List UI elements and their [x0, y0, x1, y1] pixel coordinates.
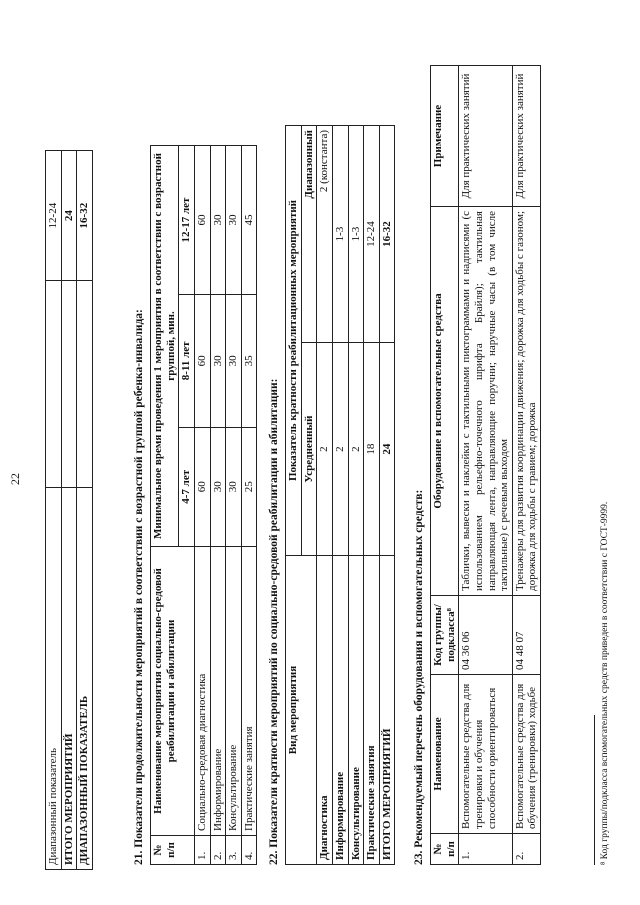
cell-value: 1-3 [332, 126, 348, 343]
header-indicator: Показатель кратности реабилитационных мероприятий [286, 126, 302, 556]
cell-equipment: Таблички, вывески и наклейки с тактильными пиктограммами и надписями (с использованием рельефно-точечного шрифта Брайля); тактильная направляющая лента, направляющие поручни; наручные часы (в том числе тактильные) с речевым выходом [459, 207, 513, 596]
header-age-4-7: 4-7 лет [179, 427, 195, 546]
cell-name: Диагностика [317, 556, 333, 865]
cell-note: Для практических занятий [459, 66, 513, 207]
table-row [194, 146, 210, 865]
footnote: ⁸ Код группы/подкласса вспомогательных средств приведен в соответствии с ГОСТ-9999. [600, 501, 610, 865]
cell-value: 60 [194, 295, 210, 428]
top-summary-table [45, 150, 93, 870]
cell-num: 1. [194, 836, 210, 865]
table-header-row [286, 126, 302, 865]
cell-value: 12-24 [364, 126, 380, 343]
footnote-divider [594, 715, 595, 865]
equipment-table [430, 65, 541, 865]
cell-num: 3. [226, 836, 242, 865]
cell-num: 4. [241, 836, 257, 865]
cell-num: 2. [512, 834, 540, 865]
table-row [77, 151, 93, 870]
cell-name: Практические занятия [364, 556, 380, 865]
header-equipment: Оборудование и вспомогательные средства [431, 207, 459, 596]
cell-value: 30 [210, 427, 226, 546]
header-name: Наименование [431, 675, 459, 834]
cell-value: 35 [241, 295, 257, 428]
cell-value: 18 [364, 343, 380, 556]
header-note: Примечание [431, 66, 459, 207]
row-label: ИТОГО МЕРОПРИЯТИЙ [61, 488, 77, 870]
cell-name: Информирование [210, 547, 226, 836]
section-23-title: 23. Рекомендуемый перечень оборудования и вспомогательных средств: [413, 489, 425, 865]
cell-value: 60 [194, 146, 210, 295]
table-row [459, 66, 513, 865]
cell-value: 45 [241, 146, 257, 295]
header-kind: Вид мероприятия [286, 556, 317, 865]
cell-value: 60 [194, 427, 210, 546]
cell-name: Консультирование [226, 547, 242, 836]
row-label: Диапазонный показатель [46, 488, 62, 870]
section-22-title: 22. Показатели кратности мероприятий по социально-средовой реабилитации и абилитации: [268, 378, 280, 865]
table-row [226, 146, 242, 865]
cell-value: 1-3 [348, 126, 364, 343]
cell-value: 30 [226, 295, 242, 428]
duration-table [150, 145, 257, 865]
table-row [332, 126, 348, 865]
cell-value: 30 [210, 146, 226, 295]
header-age-12-17: 12-17 лет [179, 146, 195, 295]
cell-value: 30 [226, 427, 242, 546]
header-name: Наименование мероприятия социально-средовой реабилитации и абилитации [151, 547, 195, 836]
table-row [61, 151, 77, 870]
header-time: Минимальное время проведения 1 мероприятия в соответствии с возрастной группой, мин. [151, 146, 179, 547]
row-value: 12-24 [46, 151, 62, 281]
cell-value: 30 [210, 295, 226, 428]
cell-name: Вспомогательные средства для обучения (тренировки) ходьбе [512, 675, 540, 834]
cell-name: Консультирование [348, 556, 364, 865]
header-range: Диапазонный [301, 126, 317, 343]
row-value: 16-32 [77, 151, 93, 281]
table-row [317, 126, 333, 865]
cell-value: 30 [226, 146, 242, 295]
cell-value: 2 [348, 343, 364, 556]
section-21-title: 21. Показатели продолжительности мероприятий в соответствии с возрастной группой ребенка-инвалида: [133, 309, 145, 865]
cell-code: 04 48 07 [512, 596, 540, 675]
table-row [348, 126, 364, 865]
cell-name: Практические занятия [241, 547, 257, 836]
cell-name: Информирование [332, 556, 348, 865]
cell-value: 16-32 [379, 126, 395, 343]
cell-value: 24 [379, 343, 395, 556]
table-row [210, 146, 226, 865]
header-age-8-11: 8-11 лет [179, 295, 195, 428]
cell-num: 2. [210, 836, 226, 865]
cell-value: 25 [241, 427, 257, 546]
header-avg: Усредненный [301, 343, 317, 556]
header-code: Код группы/ подкласса⁸ [431, 596, 459, 675]
cell-name: Социально-средовая диагностика [194, 547, 210, 836]
cell-value: 2 (константа) [317, 126, 333, 343]
cell-note: Для практических занятий [512, 66, 540, 207]
table-row [364, 126, 380, 865]
table-row [241, 146, 257, 865]
row-label: ДИАПАЗОННЫЙ ПОКАЗАТЕЛЬ [77, 488, 93, 870]
header-num: № п/п [431, 834, 459, 865]
page-number: 22 [8, 473, 22, 485]
row-value: 24 [61, 151, 77, 281]
cell-code: 04 36 06 [459, 596, 513, 675]
cell-equipment: Тренажеры для развития координации движения; дорожка для ходьбы с газоном; дорожка для ходьбы с гравием; дорожка [512, 207, 540, 596]
table-row [46, 151, 62, 870]
cell-name: Вспомогательные средства для тренировки и обучения способности ориентироваться [459, 675, 513, 834]
frequency-table [285, 125, 395, 865]
table-header-row [151, 146, 179, 865]
header-num: № п/п [151, 836, 195, 865]
cell-value: 2 [317, 343, 333, 556]
cell-value: 2 [332, 343, 348, 556]
cell-name: ИТОГО МЕРОПРИЯТИЙ [379, 556, 395, 865]
table-row [512, 66, 540, 865]
table-row [379, 126, 395, 865]
table-header-row [431, 66, 459, 865]
cell-num: 1. [459, 834, 513, 865]
